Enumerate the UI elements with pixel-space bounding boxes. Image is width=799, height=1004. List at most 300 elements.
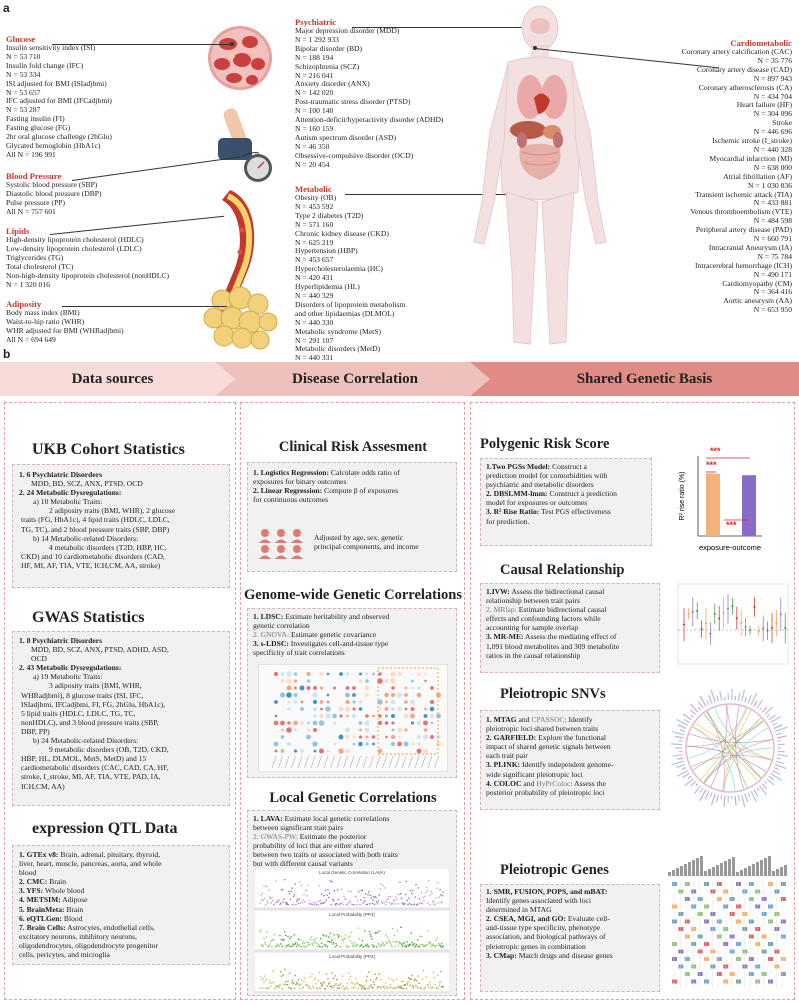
manhattan-point	[406, 988, 408, 990]
gene-cell	[768, 980, 773, 984]
manhattan-point	[310, 976, 312, 978]
circos-tick	[688, 776, 691, 778]
heatmap-cell	[424, 673, 427, 676]
manhattan-point	[290, 891, 292, 893]
gene-cell	[717, 920, 722, 924]
manhattan-point	[293, 944, 295, 946]
manhattan-point	[327, 978, 329, 980]
trait-line: Chronic kidney disease (CKD)	[295, 228, 389, 238]
manhattan-point	[333, 900, 335, 902]
heatmap-cell	[359, 721, 363, 725]
gwas-title: GWAS Statistics	[32, 609, 145, 626]
manhattan-point	[438, 943, 440, 945]
heatmap-cell	[430, 700, 434, 704]
gene-cell	[723, 905, 728, 909]
heatmap-cell	[411, 687, 413, 689]
gene-bar	[696, 858, 699, 876]
gene-cell	[762, 912, 767, 916]
manhattan-point	[361, 988, 363, 990]
gene-cell	[717, 972, 722, 976]
gene-cell	[762, 950, 767, 954]
manhattan-point	[346, 986, 348, 988]
manhattan-point	[289, 893, 291, 895]
heatmap-cell	[405, 687, 408, 690]
circos-tick	[690, 781, 695, 786]
heatmap-cell	[417, 686, 421, 690]
heatmap-cell	[378, 714, 381, 717]
manhattan-point	[332, 987, 334, 989]
manhattan-point	[389, 986, 391, 988]
gene-cell	[736, 980, 741, 984]
heatmap-cell	[417, 749, 422, 754]
manhattan-point	[314, 902, 316, 904]
heatmap-cell	[392, 729, 395, 732]
manhattan-point	[314, 904, 316, 906]
heatmap-cell	[294, 700, 298, 704]
text-line	[19, 859, 161, 868]
text-span: Astrocytes, endothelial cells,	[65, 922, 155, 932]
manhattan-point	[350, 976, 352, 978]
gene-cell	[781, 957, 786, 961]
manhattan-point	[370, 897, 372, 899]
heatmap-cell	[345, 693, 350, 698]
text-span: 1. LDSC:	[253, 612, 284, 621]
trait-line: Obsessive-compulsive disorder (OCD)	[295, 150, 414, 160]
manhattan-point	[366, 904, 368, 906]
manhattan-point	[306, 890, 308, 892]
text-span: 1.IVW:	[486, 587, 510, 596]
text-span: 1. SMR, FUSION, POPS, and mBAT:	[486, 887, 608, 896]
manhattan-point	[352, 982, 354, 984]
manhattan-point	[314, 977, 316, 979]
gene-cell	[749, 920, 754, 924]
manhattan-point	[398, 944, 400, 946]
text-line	[19, 941, 161, 950]
text-line	[253, 468, 400, 477]
heatmap-cell	[390, 678, 396, 684]
text-line	[19, 754, 169, 763]
psychiatric-lines	[295, 27, 443, 170]
text-span: 1,091 blood metabolites and 309 metabolite	[486, 641, 620, 651]
manhattan-point	[331, 939, 333, 941]
manhattan-point	[274, 988, 276, 990]
manhattan-point	[285, 902, 287, 904]
text-span: Estimate local genetic correlations	[282, 814, 390, 823]
gene-cell	[723, 965, 728, 969]
gene-bar	[728, 859, 731, 876]
gene-cell	[762, 935, 767, 939]
trait-line: N = 75 784	[757, 251, 792, 261]
manhattan-point	[316, 943, 318, 945]
circos-tick	[757, 700, 763, 708]
text-line	[486, 480, 617, 489]
heatmap-cell	[320, 708, 323, 711]
heatmap-cell	[417, 721, 422, 726]
manhattan-point	[411, 893, 413, 895]
text-span: accounting for sample overlap	[486, 623, 579, 633]
manhattan-point	[297, 943, 299, 945]
heatmap-cell	[410, 699, 415, 704]
heatmap-cell	[294, 749, 297, 752]
manhattan-point	[341, 935, 343, 937]
glucose-connector-dot	[230, 42, 234, 46]
trait-line: Non-high-density lipoprotein cholesterol (nonHDLC)	[6, 270, 170, 280]
gene-cell	[710, 927, 715, 931]
manhattan-point	[278, 946, 280, 948]
manhattan-point	[408, 897, 410, 899]
text-line	[19, 950, 161, 959]
manhattan-point	[416, 944, 418, 946]
manhattan-point	[289, 973, 291, 975]
circos-plot	[668, 686, 792, 810]
manhattan-point	[368, 891, 370, 893]
manhattan-point	[270, 902, 272, 904]
text-span: posterior probability of pleiotropic loci	[486, 787, 605, 797]
gene-cell	[691, 905, 696, 909]
gene-bar	[768, 856, 771, 876]
manhattan-point	[265, 988, 267, 990]
circos-tick	[760, 708, 762, 710]
forest-point	[709, 633, 711, 635]
manhattan-point	[286, 944, 288, 946]
gene-cell	[742, 912, 747, 916]
manhattan-point	[276, 901, 278, 903]
trait-line: N = 490 171	[753, 269, 792, 279]
manhattan-point	[286, 903, 288, 905]
manhattan-point	[306, 895, 308, 897]
manhattan-point	[389, 902, 391, 904]
forest-point	[762, 627, 764, 629]
trait-line: N = 653 950	[753, 305, 792, 315]
heatmap-cell	[411, 721, 414, 724]
gene-bar	[764, 858, 767, 876]
heatmap-cell	[319, 748, 324, 753]
text-span: ISIadjbmi, IFCadjbmi, FI, FG, 2hGlu, HbA1c),	[21, 699, 166, 709]
trait-line: Post-traumatic stress disorder (PTSD)	[295, 97, 411, 107]
text-span: CKD) and 10 cardiometabolic disorders (CAD,	[21, 551, 165, 561]
manhattan-point	[314, 942, 316, 944]
trait-line: N = 433 881	[753, 198, 792, 208]
manhattan-point	[353, 987, 355, 989]
manhattan-point	[298, 898, 300, 900]
gene-cell	[672, 980, 677, 984]
manhattan-point	[442, 895, 444, 897]
heatmap-cell	[417, 735, 421, 739]
trait-line: Major depression disorder (MDD)	[295, 26, 400, 35]
trait-line: Coronary artery disease (CAD)	[696, 64, 792, 74]
trait-line: N = 625 219	[295, 237, 334, 247]
manhattan-point	[259, 987, 261, 989]
text-line	[19, 681, 169, 690]
gene-cell	[704, 920, 709, 924]
circos-tick	[698, 707, 700, 710]
adiposity-connector	[62, 306, 227, 307]
manhattan-point	[375, 979, 377, 981]
manhattan-point	[390, 987, 392, 989]
trait-line: N = 53 710	[6, 51, 41, 61]
manhattan-point	[343, 896, 345, 898]
heatmap-cell	[359, 707, 363, 711]
text-line	[486, 770, 614, 779]
heatmap-cell	[332, 714, 337, 719]
text-span: probability of loci that are either shared	[253, 841, 374, 851]
manhattan-point	[409, 903, 411, 905]
gene-cell	[781, 935, 786, 939]
gene-cell	[774, 927, 779, 931]
trait-line: 2hr oral glucose challenge (2hGlu)	[6, 132, 112, 142]
manhattan-point	[269, 980, 271, 982]
text-span: 2. GWAS-PW:	[253, 832, 298, 842]
manhattan-point	[418, 946, 420, 948]
trait-line: Venous thromboembolism (VTE)	[690, 207, 792, 217]
circos-tick	[745, 794, 748, 803]
manhattan-point	[263, 938, 265, 940]
manhattan-point	[291, 946, 293, 948]
blood-cell-icon	[208, 26, 272, 90]
manhattan-point	[386, 942, 388, 944]
circos-tick	[682, 768, 687, 770]
heatmap-cell	[281, 679, 285, 683]
manhattan-point	[414, 943, 416, 945]
manhattan-point	[267, 902, 269, 904]
text-span: a) 10 Metabolic Traits:	[33, 497, 103, 507]
circos-tick	[762, 707, 767, 712]
gene-cell	[742, 927, 747, 931]
text-span: WHRadjbmi), 8 glucose traits (ISI, IFC,	[21, 690, 144, 700]
text-line	[19, 515, 175, 524]
forest-point	[775, 622, 777, 624]
manhattan-point	[301, 946, 303, 948]
text-line	[19, 636, 169, 645]
genes-title: Pleiotropic Genes	[500, 862, 609, 878]
heatmap-frame	[258, 664, 448, 772]
manhattan-point	[283, 898, 285, 900]
manhattan-point	[374, 984, 376, 986]
circos-link	[707, 712, 725, 791]
heatmap-cell	[372, 715, 375, 718]
manhattan-point	[291, 887, 293, 889]
text-line	[19, 895, 161, 904]
manhattan-point	[373, 981, 375, 983]
manhattan-point	[394, 899, 396, 901]
manhattan-point	[412, 985, 414, 987]
text-span: Assess the bidirectional causal	[509, 587, 605, 596]
gene-bar	[740, 870, 743, 876]
manhattan-point	[344, 938, 346, 940]
gene-cell	[768, 942, 773, 946]
trait-line: Pulse pressure (PP)	[6, 197, 66, 207]
heatmap-cell	[352, 707, 355, 710]
manhattan-point	[302, 941, 304, 943]
heatmap-cell	[385, 721, 389, 725]
text-line	[19, 552, 175, 561]
manhattan-point	[310, 939, 312, 941]
circos-tick	[710, 793, 712, 798]
prs-bar-chart	[670, 436, 790, 564]
gene-cell	[749, 972, 754, 976]
gene-cell	[672, 942, 677, 946]
manhattan-point	[338, 988, 340, 990]
manhattan-point	[310, 988, 312, 990]
manhattan-point	[425, 986, 427, 988]
manhattan-point	[402, 980, 404, 982]
manhattan-point	[345, 934, 347, 936]
manhattan-point	[266, 931, 268, 933]
trait-line: N = 35 776	[757, 55, 792, 65]
manhattan-point	[271, 897, 273, 899]
circos-tick	[673, 755, 683, 756]
heatmap-cell	[359, 729, 362, 732]
text-line	[19, 905, 161, 914]
manhattan-point	[260, 894, 262, 896]
manhattan-point	[420, 944, 422, 946]
circos-tick	[742, 795, 745, 808]
prs-bar-outcome	[742, 475, 756, 536]
text-line	[486, 651, 619, 660]
heatmap-cell	[327, 750, 330, 753]
manhattan-point	[438, 985, 440, 987]
gene-cell	[768, 905, 773, 909]
manhattan-point	[293, 896, 295, 898]
manhattan-point	[312, 944, 314, 946]
text-line	[486, 896, 613, 905]
gene-cell	[762, 897, 767, 901]
trait-line: N = 142 020	[295, 88, 334, 98]
manhattan-point	[286, 984, 288, 986]
text-span: Estimate genetic covariance	[289, 630, 377, 640]
prs-ylabel: R² rise ratio (%)	[679, 471, 686, 521]
forest-point	[718, 617, 720, 619]
manhattan-point	[347, 988, 349, 990]
heatmap-cell	[333, 743, 336, 746]
manhattan-point	[429, 895, 431, 897]
manhattan-point	[405, 894, 407, 896]
text-span: Identify genes associated with loci	[486, 896, 592, 906]
cardiometabolic-lines	[682, 48, 792, 315]
gene-cell	[678, 912, 683, 916]
text-span: 3. CMap:	[486, 950, 517, 960]
manhattan-point	[346, 983, 348, 985]
manhattan-point	[282, 974, 284, 976]
trait-line: ISI adjusted for BMI (ISIadjbmi)	[6, 78, 107, 88]
circos-tick	[699, 702, 703, 709]
gene-cell	[755, 980, 760, 984]
circos-tick	[745, 698, 747, 703]
heatmap-cell	[391, 721, 394, 724]
forest-point	[753, 606, 755, 608]
heatmap-cell	[378, 672, 382, 676]
manhattan-point	[417, 939, 419, 941]
manhattan-point	[298, 984, 300, 986]
heatmap-cell	[319, 720, 324, 725]
heatmap-cell	[365, 686, 370, 691]
prs-title: Polygenic Risk Score	[480, 436, 610, 452]
heatmap-cell	[287, 721, 290, 724]
manhattan-point	[416, 980, 418, 982]
manhattan-point	[355, 978, 357, 980]
manhattan-point	[370, 936, 372, 938]
gene-cell	[717, 935, 722, 939]
manhattan-point	[378, 894, 380, 896]
manhattan-point	[273, 981, 275, 983]
manhattan-point	[377, 903, 379, 905]
heatmap-cell	[385, 714, 388, 717]
manhattan-point	[354, 987, 356, 989]
text-line	[19, 534, 175, 543]
circos-link	[704, 714, 761, 778]
text-line	[486, 779, 614, 788]
trait-line: Coronary atherosclerosis (CA)	[698, 82, 792, 92]
heatmap-cell	[352, 686, 356, 690]
manhattan-point	[347, 902, 349, 904]
causal-forest-plot	[672, 580, 790, 676]
manhattan-point	[268, 890, 270, 892]
heatmap-cell	[359, 700, 362, 703]
manhattan-point	[350, 891, 352, 893]
circos-tick	[738, 795, 739, 801]
manhattan-point	[392, 988, 394, 990]
manhattan-point	[350, 901, 352, 903]
manhattan-point	[290, 946, 292, 948]
gene-cell	[781, 882, 786, 886]
heatmap-cell	[314, 750, 317, 753]
manhattan-point	[276, 985, 278, 987]
text-line	[19, 479, 175, 488]
gene-bar	[724, 861, 727, 876]
manhattan-point	[336, 945, 338, 947]
manhattan-point	[442, 891, 444, 893]
manhattan-point	[329, 892, 331, 894]
manhattan-point	[367, 894, 369, 896]
text-span: 4. COLOC	[486, 778, 522, 788]
manhattan-point	[399, 942, 401, 944]
heatmap-cell	[391, 707, 395, 711]
manhattan-point	[262, 899, 264, 901]
significance-stars: ***	[706, 460, 717, 470]
manhattan-point	[346, 946, 348, 948]
manhattan-point	[398, 893, 400, 895]
text-line	[253, 841, 398, 850]
manhattan-point	[333, 977, 335, 979]
manhattan-point	[400, 926, 402, 928]
text-span: Construct a prediction	[547, 489, 617, 499]
manhattan-point	[434, 903, 436, 905]
circos-tick	[683, 773, 690, 777]
text-span: and-tissue type specificity, phenotype	[486, 923, 601, 933]
heatmap-cell	[299, 685, 304, 690]
panel-b-label: b	[3, 347, 11, 361]
heatmap-cell	[404, 728, 407, 731]
manhattan-point	[384, 988, 386, 990]
manhattan-point	[435, 897, 437, 899]
trait-line: Autism spectrum disorder (ASD)	[295, 132, 397, 142]
manhattan-point	[309, 944, 311, 946]
heatmap-cell	[411, 742, 414, 745]
text-span: 2. CMC:	[19, 877, 48, 887]
manhattan-point	[319, 900, 321, 902]
text-span: 1. 6 Psychiatric Disorders	[19, 470, 103, 479]
cardiometabolic-title: Cardiometabolic	[730, 38, 792, 48]
manhattan-point	[286, 946, 288, 948]
heatmap-cell	[359, 673, 362, 676]
manhattan-point	[397, 930, 399, 932]
heatmap-cell	[411, 680, 414, 683]
gene-cell	[774, 912, 779, 916]
circos-tick	[754, 701, 757, 706]
heatmap-cell	[417, 742, 420, 745]
heatmap-cell	[404, 693, 408, 697]
heatmap-cell	[372, 673, 375, 676]
